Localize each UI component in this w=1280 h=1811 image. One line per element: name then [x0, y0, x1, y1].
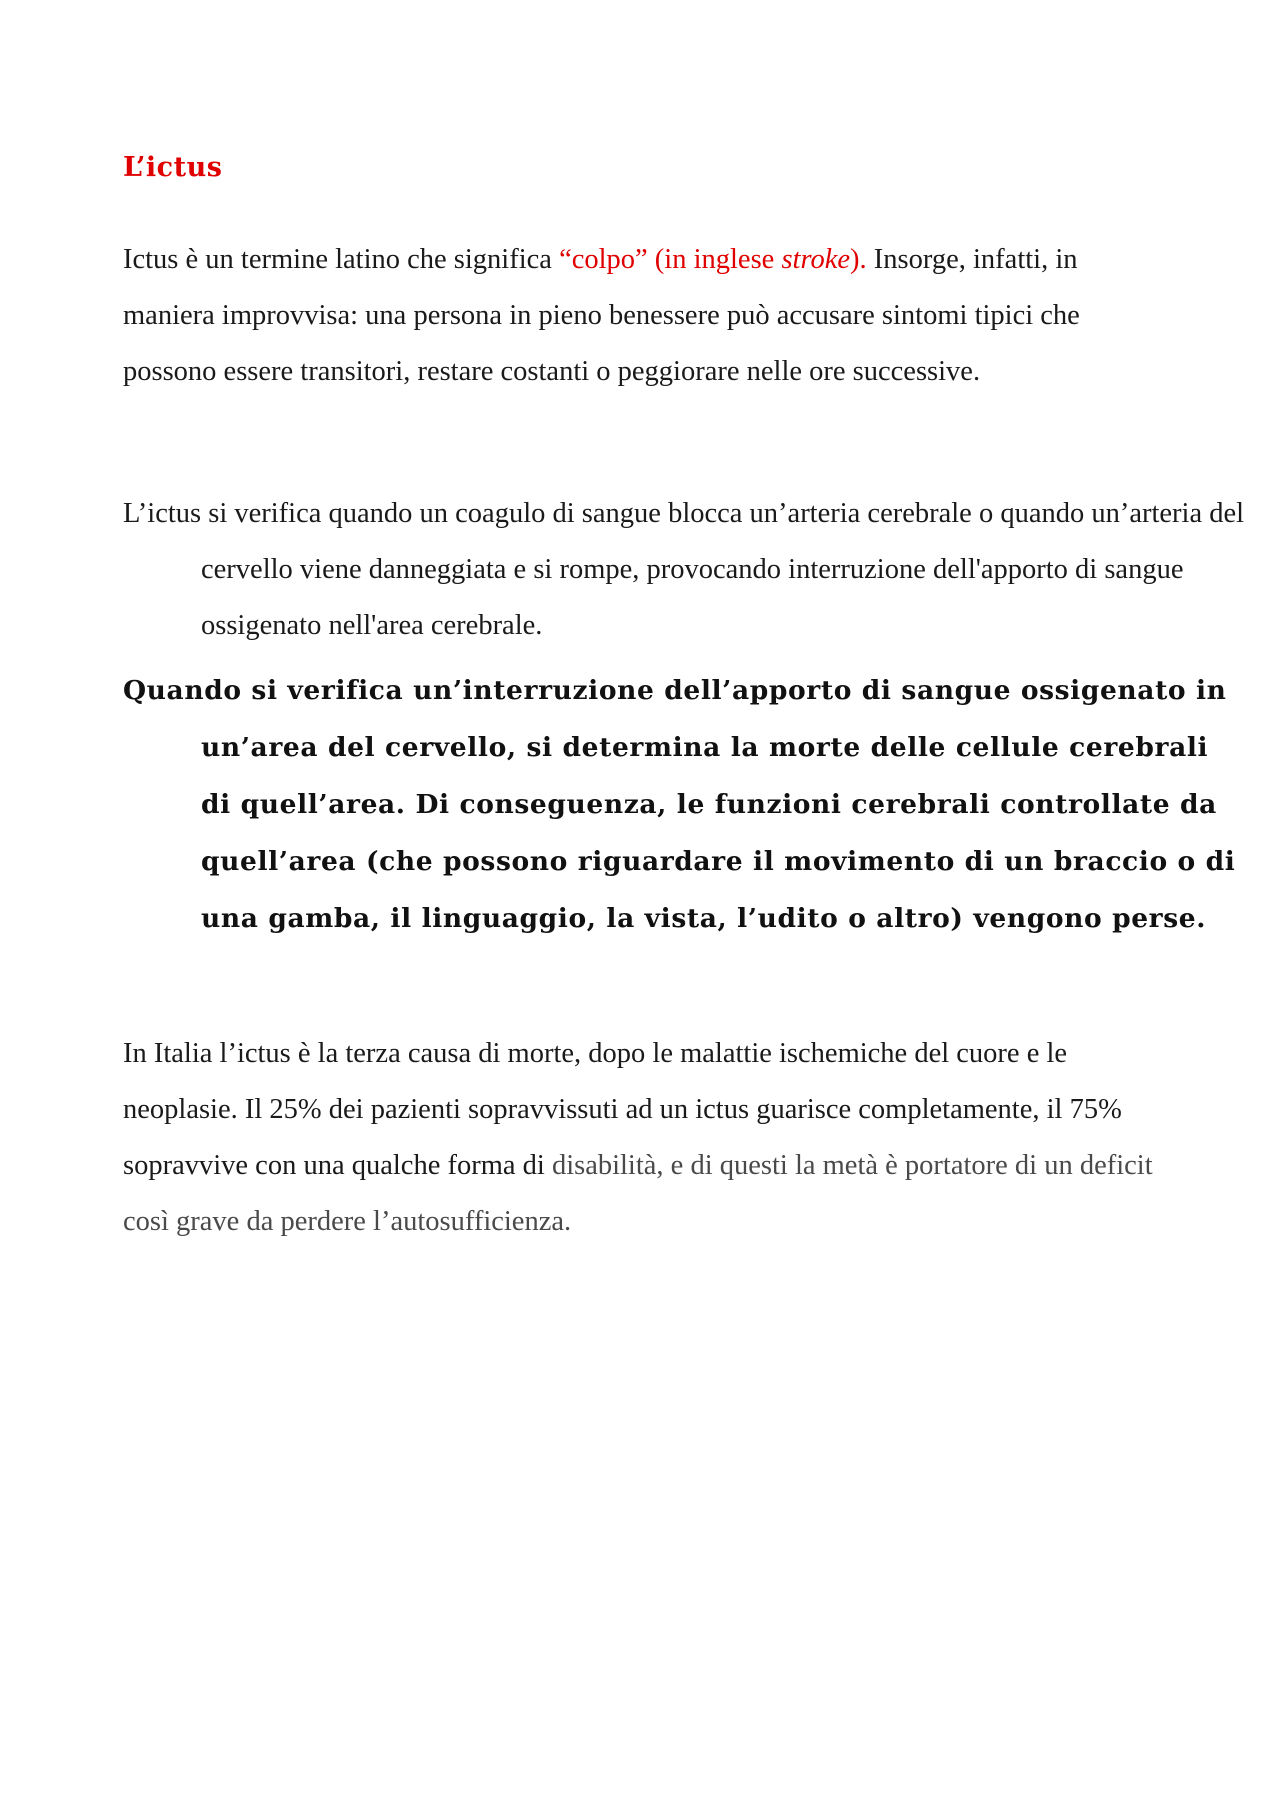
paragraph-statistics	[123, 1026, 1153, 1250]
intro-highlight-text: “colpo” (in inglese	[559, 244, 782, 275]
intro-highlight-close: ).	[850, 244, 867, 275]
intro-highlight-italic: stroke	[781, 244, 851, 275]
statistics-muted-text: disabilità, e di questi la metà è portatore di un deficit così grave da perdere l’autosufficienza.	[123, 1150, 1153, 1237]
intro-highlight	[559, 244, 867, 275]
intro-text-2: Insorge, infatti, in maniera improvvisa: una persona in pieno benessere può accusare sintomi tipici che possono essere transitori, restare costanti o peggiorare nelle ore successive.	[123, 244, 1080, 387]
paragraph-cause: L’ictus si verifica quando un coagulo di sangue blocca un’arteria cerebrale o quando un’arteria del cervello viene danneggiata e si rompe, provocando interruzione dell'apporto di sangue ossigenato nell'area cerebrale.	[123, 498, 1245, 641]
document-title: L’ictus	[123, 152, 223, 183]
statistics-text: In Italia l’ictus è la terza causa di morte, dopo le malattie ischemiche del cuore e le neoplasie. Il 25% dei pazienti sopravvissuti ad un ictus guarisce completamente, il 75% sopravvive con una qualche forma di	[123, 1038, 1122, 1181]
intro-text-1: Ictus è un termine latino che significa	[123, 244, 560, 275]
paragraph-intro	[123, 232, 1143, 400]
paragraph-consequences: Quando si verifica un’interruzione dell’apporto di sangue ossigenato in un’area del cervello, si determina la morte delle cellule cerebrali di quell’area. Di conseguenza, le funzioni cerebrali controllate da quell’area (che possono riguardare il movimento di un braccio o di una gamba, il linguaggio, la vista, l’udito o altro) vengono perse.	[123, 675, 1236, 934]
